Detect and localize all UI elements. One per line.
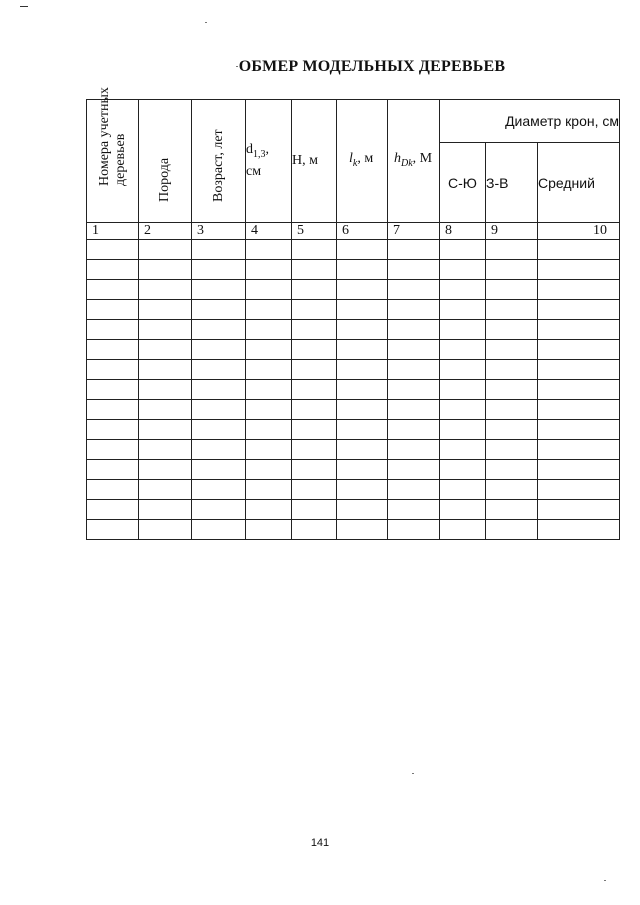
header-crown-we xyxy=(486,143,538,223)
empty-cell xyxy=(337,400,388,420)
empty-cell xyxy=(292,360,337,380)
table-row xyxy=(87,260,620,280)
empty-cell xyxy=(292,460,337,480)
header-species-text: Порода xyxy=(157,157,172,202)
header-crown-length xyxy=(337,100,388,223)
empty-cell xyxy=(538,400,620,420)
empty-cell xyxy=(538,380,620,400)
page-number: 141 xyxy=(310,837,330,849)
header-age xyxy=(192,100,246,223)
empty-cell xyxy=(538,440,620,460)
empty-cell xyxy=(192,460,246,480)
empty-cell xyxy=(388,380,440,400)
header-diameter-sub: 1,3 xyxy=(253,148,266,160)
empty-cell xyxy=(292,400,337,420)
empty-cell xyxy=(246,500,292,520)
empty-cell xyxy=(440,440,486,460)
header-crown-length-sub: k xyxy=(352,157,358,169)
empty-cell xyxy=(538,340,620,360)
empty-cell xyxy=(246,340,292,360)
header-diameter-unit: см xyxy=(246,164,262,180)
empty-cell xyxy=(192,340,246,360)
header-crown-base-height-symbol: h xyxy=(394,150,401,166)
empty-cell xyxy=(192,320,246,340)
empty-cell xyxy=(388,300,440,320)
empty-cell xyxy=(440,340,486,360)
empty-cell xyxy=(388,520,440,540)
empty-cell xyxy=(337,480,388,500)
page-title xyxy=(0,58,640,76)
column-number: 5 xyxy=(292,223,337,240)
empty-cell xyxy=(486,460,538,480)
empty-cell xyxy=(139,400,192,420)
empty-cell xyxy=(139,340,192,360)
empty-cell xyxy=(292,340,337,360)
header-age-text: Возраст, лет xyxy=(210,129,226,202)
header-diameter xyxy=(246,100,292,223)
empty-cell xyxy=(87,280,139,300)
empty-cell xyxy=(139,480,192,500)
empty-cell xyxy=(87,380,139,400)
empty-cell xyxy=(337,420,388,440)
empty-cell xyxy=(538,480,620,500)
table-row xyxy=(87,440,620,460)
column-number: 7 xyxy=(388,223,440,240)
table-row xyxy=(87,460,620,480)
empty-cell xyxy=(292,520,337,540)
scan-speck xyxy=(236,66,238,67)
header-crown-length-unit: , м xyxy=(357,150,374,166)
empty-cell xyxy=(246,460,292,480)
empty-cell xyxy=(440,480,486,500)
empty-cell xyxy=(388,280,440,300)
empty-cell xyxy=(246,240,292,260)
empty-cell xyxy=(538,520,620,540)
empty-cell xyxy=(87,500,139,520)
header-crown-diameter-group-text: Диаметр крон, см xyxy=(505,113,620,129)
empty-cell xyxy=(538,500,620,520)
empty-cell xyxy=(246,280,292,300)
scan-speck xyxy=(412,773,414,774)
header-crown-we-text: З-В xyxy=(486,174,509,191)
table-body xyxy=(87,223,620,540)
empty-cell xyxy=(538,420,620,440)
column-number: 3 xyxy=(192,223,246,240)
empty-cell xyxy=(87,340,139,360)
empty-cell xyxy=(388,340,440,360)
empty-cell xyxy=(246,440,292,460)
empty-cell xyxy=(388,360,440,380)
table-row xyxy=(87,380,620,400)
header-tree-numbers-text: Номера учетных деревьев xyxy=(96,87,128,186)
header-height xyxy=(292,100,337,223)
empty-cell xyxy=(292,440,337,460)
empty-cell xyxy=(337,340,388,360)
empty-cell xyxy=(292,240,337,260)
empty-cell xyxy=(440,460,486,480)
empty-cell xyxy=(538,280,620,300)
empty-cell xyxy=(246,420,292,440)
column-number: 9 xyxy=(486,223,538,240)
empty-cell xyxy=(538,320,620,340)
empty-cell xyxy=(139,240,192,260)
empty-cell xyxy=(337,280,388,300)
header-crown-base-height-sub: Dk xyxy=(401,157,413,169)
empty-cell xyxy=(388,440,440,460)
column-number: 10 xyxy=(538,223,620,240)
empty-cell xyxy=(192,500,246,520)
empty-cell xyxy=(486,440,538,460)
empty-cell xyxy=(292,300,337,320)
header-species xyxy=(139,100,192,223)
empty-cell xyxy=(337,460,388,480)
empty-cell xyxy=(87,480,139,500)
header-height-text: Н, м xyxy=(292,153,318,168)
column-number: 4 xyxy=(246,223,292,240)
header-diameter-symbol: d xyxy=(246,141,253,157)
empty-cell xyxy=(246,400,292,420)
empty-cell xyxy=(486,340,538,360)
empty-cell xyxy=(388,480,440,500)
table-row xyxy=(87,420,620,440)
header-crown-base-height-unit: , М xyxy=(412,150,433,166)
empty-cell xyxy=(192,440,246,460)
empty-cell xyxy=(139,440,192,460)
header-crown-base-height xyxy=(388,100,440,223)
empty-cell xyxy=(486,480,538,500)
empty-cell xyxy=(388,400,440,420)
header-tree-numbers xyxy=(87,87,139,223)
empty-cell xyxy=(388,240,440,260)
header-crown-avg-text: Средний xyxy=(538,174,595,191)
empty-cell xyxy=(139,320,192,340)
empty-cell xyxy=(440,400,486,420)
empty-cell xyxy=(486,520,538,540)
empty-cell xyxy=(440,240,486,260)
empty-cell xyxy=(246,300,292,320)
empty-cell xyxy=(486,380,538,400)
column-number: 6 xyxy=(337,223,388,240)
empty-cell xyxy=(139,520,192,540)
empty-cell xyxy=(486,320,538,340)
empty-cell xyxy=(486,360,538,380)
empty-cell xyxy=(192,360,246,380)
empty-cell xyxy=(246,380,292,400)
empty-cell xyxy=(87,320,139,340)
model-trees-table xyxy=(86,87,620,540)
empty-cell xyxy=(440,420,486,440)
empty-cell xyxy=(87,400,139,420)
empty-cell xyxy=(337,260,388,280)
empty-cell xyxy=(440,320,486,340)
empty-cell xyxy=(337,240,388,260)
scan-mark xyxy=(20,6,28,7)
empty-cell xyxy=(486,500,538,520)
empty-cell xyxy=(337,500,388,520)
empty-cell xyxy=(87,420,139,440)
empty-cell xyxy=(139,380,192,400)
page-title-text: ОБМЕР МОДЕЛЬНЫХ ДЕРЕВЬЕВ xyxy=(238,58,506,75)
empty-cell xyxy=(538,300,620,320)
empty-cell xyxy=(538,260,620,280)
empty-cell xyxy=(192,300,246,320)
header-crown-length-symbol: l xyxy=(349,150,353,166)
empty-cell xyxy=(192,520,246,540)
empty-cell xyxy=(388,420,440,440)
header-diameter-comma: , xyxy=(265,141,269,157)
table-row xyxy=(87,300,620,320)
scan-speck xyxy=(604,880,606,881)
empty-cell xyxy=(139,300,192,320)
table-row xyxy=(87,360,620,380)
empty-cell xyxy=(292,320,337,340)
empty-cell xyxy=(139,280,192,300)
empty-cell xyxy=(87,440,139,460)
table-row xyxy=(87,400,620,420)
table-row xyxy=(87,320,620,340)
empty-cell xyxy=(440,280,486,300)
empty-cell xyxy=(292,420,337,440)
empty-cell xyxy=(486,400,538,420)
empty-cell xyxy=(538,360,620,380)
empty-cell xyxy=(87,240,139,260)
empty-cell xyxy=(246,360,292,380)
empty-cell xyxy=(337,360,388,380)
empty-cell xyxy=(246,320,292,340)
empty-cell xyxy=(292,260,337,280)
empty-cell xyxy=(192,240,246,260)
empty-cell xyxy=(292,380,337,400)
table-row xyxy=(87,340,620,360)
column-numbers-row xyxy=(87,223,620,240)
header-crown-avg xyxy=(538,143,620,223)
empty-cell xyxy=(139,460,192,480)
column-number: 1 xyxy=(87,223,139,240)
empty-cell xyxy=(486,280,538,300)
empty-cell xyxy=(292,500,337,520)
empty-cell xyxy=(388,320,440,340)
table-row xyxy=(87,240,620,260)
empty-cell xyxy=(192,260,246,280)
empty-cell xyxy=(440,380,486,400)
empty-cell xyxy=(87,260,139,280)
empty-cell xyxy=(337,440,388,460)
empty-cell xyxy=(486,260,538,280)
header-crown-ns xyxy=(440,143,486,223)
empty-cell xyxy=(486,420,538,440)
empty-cell xyxy=(292,280,337,300)
empty-cell xyxy=(440,520,486,540)
empty-cell xyxy=(139,500,192,520)
empty-cell xyxy=(337,380,388,400)
empty-cell xyxy=(192,400,246,420)
empty-cell xyxy=(139,260,192,280)
table-row xyxy=(87,280,620,300)
empty-cell xyxy=(87,460,139,480)
empty-cell xyxy=(440,500,486,520)
empty-cell xyxy=(139,360,192,380)
empty-cell xyxy=(192,280,246,300)
table-row xyxy=(87,480,620,500)
table-row xyxy=(87,500,620,520)
empty-cell xyxy=(538,240,620,260)
header-crown-ns-text: С-Ю xyxy=(448,174,477,191)
empty-cell xyxy=(440,360,486,380)
empty-cell xyxy=(192,480,246,500)
empty-cell xyxy=(440,300,486,320)
header-crown-diameter-group xyxy=(440,100,620,143)
empty-cell xyxy=(337,300,388,320)
empty-cell xyxy=(337,520,388,540)
column-number: 8 xyxy=(440,223,486,240)
empty-cell xyxy=(87,360,139,380)
table-row xyxy=(87,520,620,540)
empty-cell xyxy=(292,480,337,500)
empty-cell xyxy=(388,460,440,480)
empty-cell xyxy=(388,500,440,520)
empty-cell xyxy=(246,480,292,500)
empty-cell xyxy=(246,260,292,280)
empty-cell xyxy=(486,240,538,260)
empty-cell xyxy=(139,420,192,440)
empty-cell xyxy=(538,460,620,480)
empty-cell xyxy=(87,300,139,320)
empty-cell xyxy=(246,520,292,540)
empty-cell xyxy=(192,380,246,400)
column-number: 2 xyxy=(139,223,192,240)
empty-cell xyxy=(486,300,538,320)
empty-cell xyxy=(87,520,139,540)
empty-cell xyxy=(192,420,246,440)
empty-cell xyxy=(388,260,440,280)
empty-cell xyxy=(337,320,388,340)
scan-speck xyxy=(205,22,207,23)
empty-cell xyxy=(440,260,486,280)
